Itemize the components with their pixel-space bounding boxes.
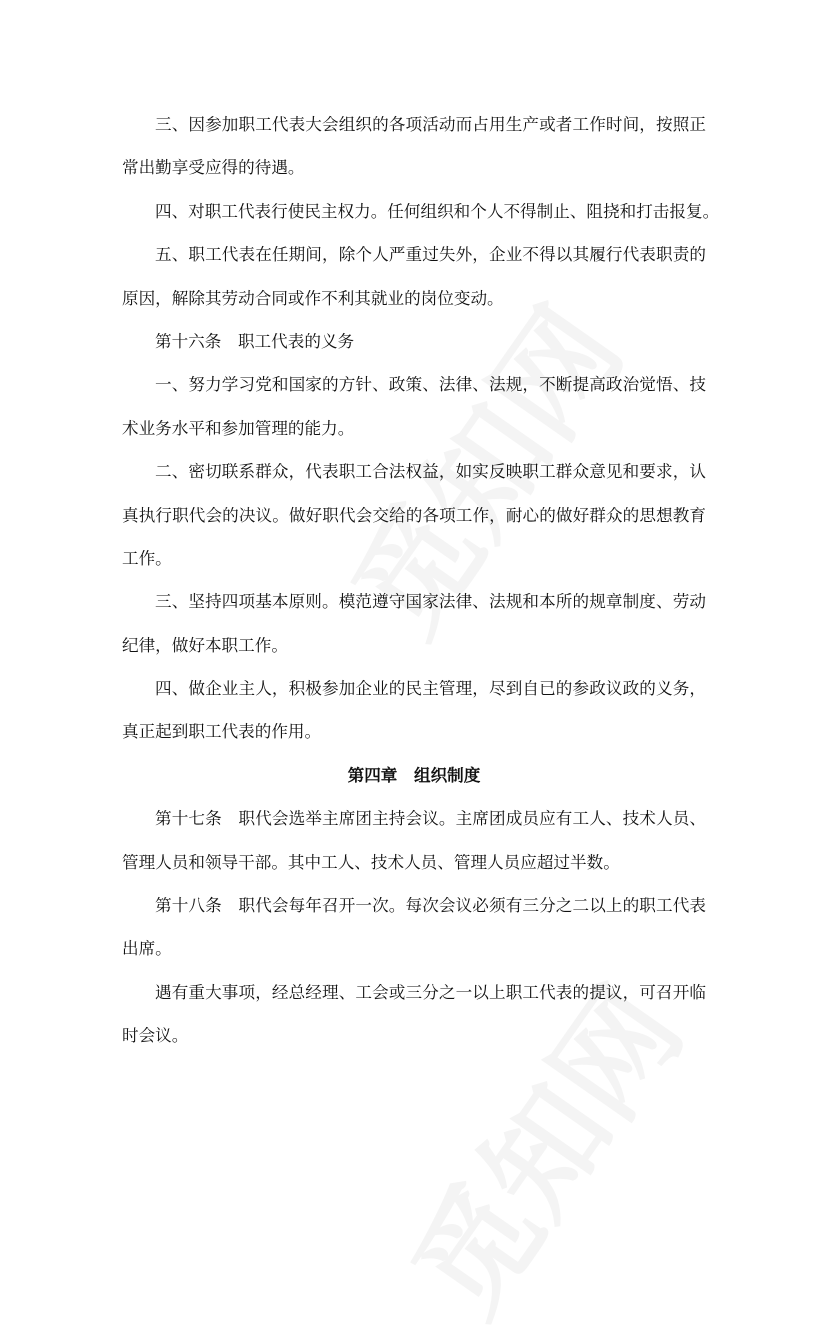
- text-line: 术业务水平和参加管理的能力。: [122, 418, 355, 438]
- text-line: 四、做企业主人，积极参加企业的民主管理，尽到自已的参政议政的义务，: [155, 679, 706, 699]
- paragraph: [122, 363, 706, 450]
- text-line: 原因，解除其劳动合同或作不利其就业的岗位变动。: [122, 288, 504, 308]
- paragraph: [122, 103, 706, 190]
- document-page: [122, 103, 720, 1058]
- text-line: 纪律，做好本职工作。: [122, 635, 288, 655]
- text-line: 第十六条 职工代表的义务: [155, 331, 355, 351]
- text-line: 工作。: [122, 548, 172, 568]
- text-line: 三、坚持四项基本原则。模范遵守国家法律、法规和本所的规章制度、劳动: [155, 592, 706, 612]
- paragraph: [122, 884, 706, 971]
- text-line: 四、对职工代表行使民主权力。任何组织和个人不得制止、阻挠和打击报复。: [155, 201, 720, 221]
- chapter-heading: [122, 754, 706, 797]
- text-line: 二、密切联系群众，代表职工合法权益，如实反映职工群众意见和要求，认: [155, 462, 706, 482]
- text-line: 一、努力学习党和国家的方针、政策、法律、法规，不断提高政治觉悟、技: [155, 375, 706, 395]
- text-line: 管理人员和领导干部。其中工人、技术人员、管理人员应超过半数。: [122, 852, 620, 872]
- paragraph: [122, 190, 720, 233]
- text-line: 第十八条 职代会每年召开一次。每次会议必须有三分之二以上的职工代表: [155, 896, 706, 916]
- text-line: 出席。: [122, 939, 172, 959]
- text-line: 三、因参加职工代表大会组织的各项活动而占用生产或者工作时间，按照正: [155, 115, 706, 134]
- text-line: 常出勤享受应得的待遇。: [122, 158, 305, 178]
- paragraph: [122, 320, 706, 363]
- text-line: 五、职工代表在任期间，除个人严重过失外，企业不得以其履行代表职责的: [155, 245, 706, 265]
- paragraph: [122, 580, 706, 667]
- text-line: 时会议。: [122, 1026, 189, 1046]
- text-line: 遇有重大事项，经总经理、工会或三分之一以上职工代表的提议，可召开临: [155, 982, 706, 1002]
- text-line: 第四章 组织制度: [347, 764, 481, 785]
- text-line: 第十七条 职代会选举主席团主持会议。主席团成员应有工人、技术人员、: [155, 809, 706, 829]
- paragraph: [122, 667, 706, 754]
- paragraph: [122, 233, 706, 320]
- paragraph: [122, 450, 706, 580]
- text-line: 真正起到职工代表的作用。: [122, 722, 322, 742]
- text-line: 真执行职代会的决议。做好职代会交给的各项工作，耐心的做好群众的思想教育: [122, 505, 706, 525]
- paragraph: [122, 797, 706, 884]
- paragraph: [122, 971, 706, 1058]
